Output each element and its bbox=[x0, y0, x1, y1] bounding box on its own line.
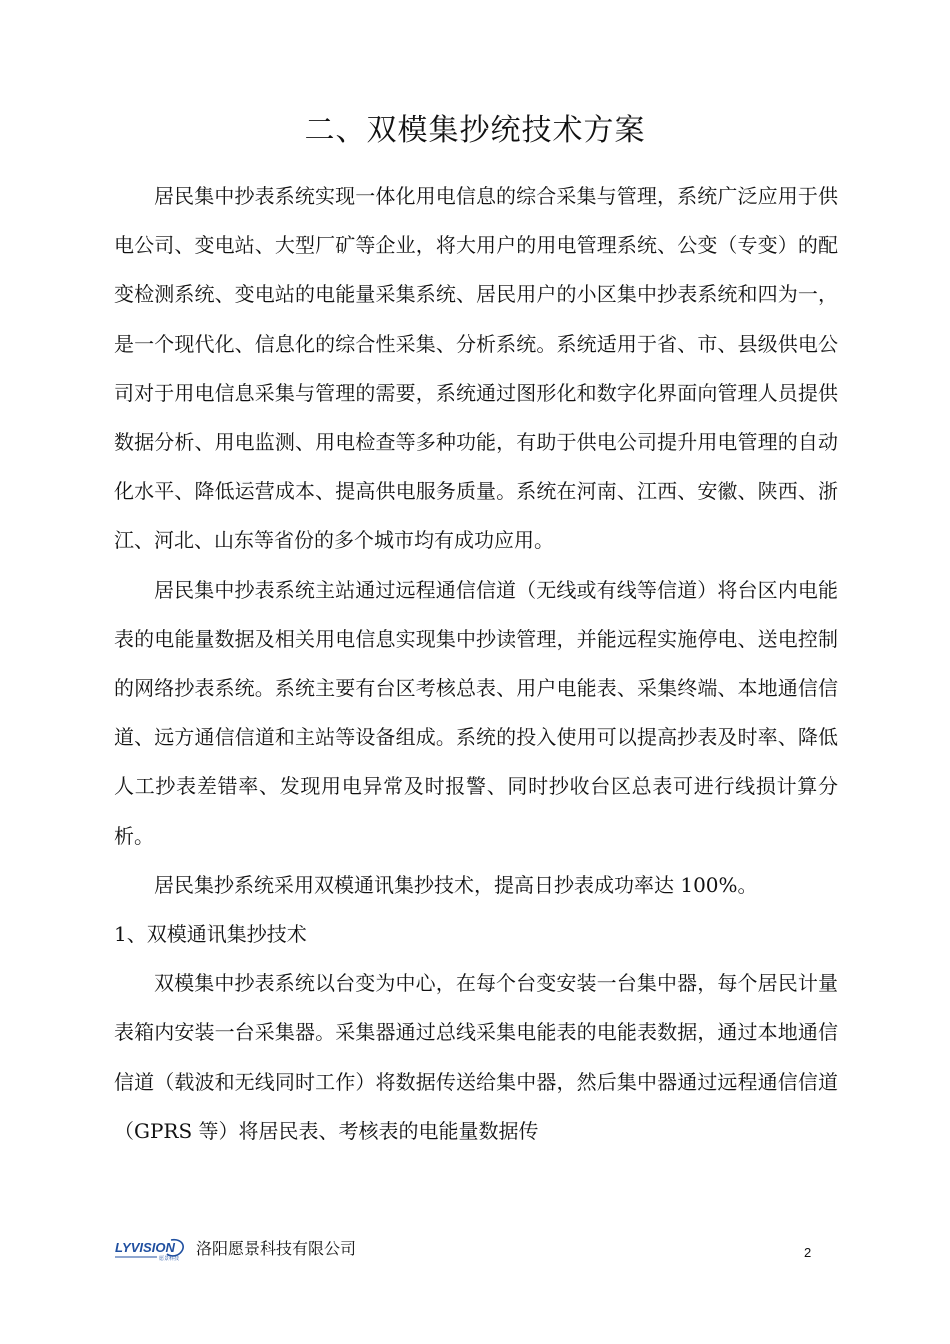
paragraph-dual-mode-detail: 双模集中抄表系统以台变为中心，在每个台变安装一台集中器，每个居民计量表箱内安装一台采集器。采集器通过总线采集电能表的电能表数据，通过本地通信信道（载波和无线同时工作）将数据传送给集中器，然后集中器通过远程通信信道（GPRS 等）将居民表、考核表的电能量数据传 bbox=[114, 971, 838, 1143]
page-number: 2 bbox=[804, 1245, 812, 1260]
page-footer bbox=[0, 1228, 950, 1268]
document-body bbox=[114, 172, 838, 1156]
paragraph-master-station: 居民集中抄表系统主站通过远程通信信道（无线或有线等信道）将台区内电能表的电能量数据及相关用电信息实现集中抄读管理，并能远程实施停电、送电控制的网络抄表系统。系统主要有台区考核总表、用户电能表、采集终端、本地通信信道、远方通信信道和主站等设备组成。系统的投入使用可以提高抄表及时率、降低人工抄表差错率、发现用电异常及时报警、同时抄收台区总表可进行线损计算分析。 bbox=[114, 577, 838, 848]
company-logo bbox=[113, 1236, 187, 1262]
section-heading: 1、双模通讯集抄技术 bbox=[114, 922, 307, 947]
document-title: 二、双模集抄统技术方案 bbox=[304, 113, 646, 148]
logo-subtitle: 愿景科技 bbox=[159, 1256, 180, 1262]
paragraph-dual-mode-summary: 居民集抄系统采用双模通讯集抄技术，提高日抄表成功率达 100%。 bbox=[154, 872, 758, 897]
paragraph-system-overview: 居民集中抄表系统实现一体化用电信息的综合采集与管理，系统广泛应用于供电公司、变电站、大型厂矿等企业，将大用户的用电管理系统、公变（专变）的配变检测系统、变电站的电能量采集系统、居民用户的小区集中抄表系统和四为一，是一个现代化、信息化的综合性采集、分析系统。系统适用于省、市、县级供电公司对于用电信息采集与管理的需要，系统通过图形化和数字化界面向管理人员提供数据分析、用电监测、用电检查等多种功能，有助于供电公司提升用电管理的自动化水平、降低运营成本、提高供电服务质量。系统在河南、江西、安徽、陕西、浙江、河北、山东等省份的多个城市均有成功应用。 bbox=[114, 184, 838, 553]
logo-wordmark: LYVISION bbox=[115, 1240, 176, 1255]
company-name: 洛阳愿景科技有限公司 bbox=[196, 1239, 357, 1258]
